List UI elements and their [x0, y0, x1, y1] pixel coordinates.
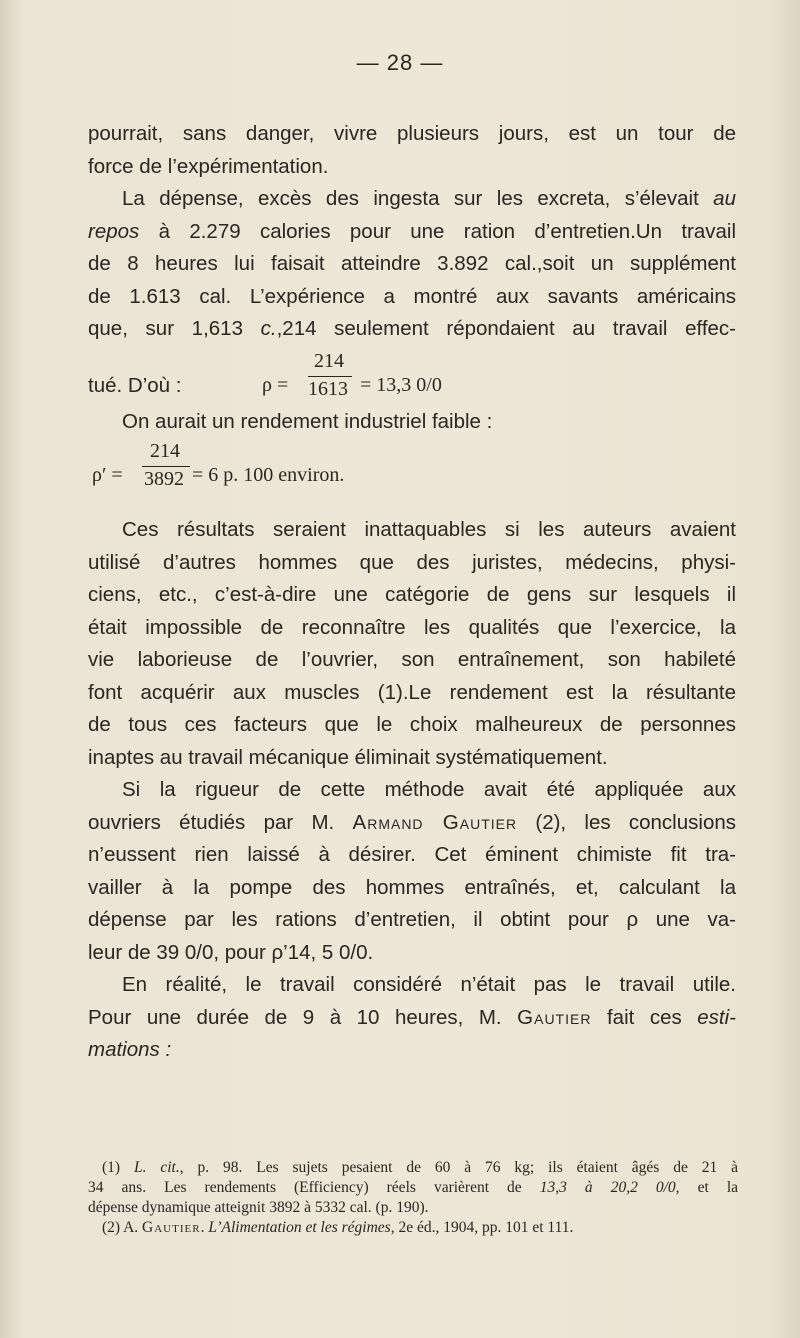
- formula-result: = 6 p. 100 environ.: [192, 464, 345, 486]
- text-span: La dépense, excès des ingesta sur les excreta, s’élevait: [122, 187, 699, 210]
- author-name: Gautier: [142, 1219, 201, 1236]
- formula-symbol: ρ′ =: [92, 464, 123, 486]
- text-line: était impossible de reconnaître les qualités que l’exercice, la: [88, 615, 736, 639]
- text-span: (2) A.: [102, 1219, 139, 1236]
- text-line: En réalité, le travail considéré n’était pas le travail utile.: [122, 973, 736, 996]
- text-line: ciens, etc., c’est-à-dire une catégorie de gens sur lesquels il: [88, 583, 736, 606]
- text-line: Si la rigueur de cette méthode avait été appliquée aux: [122, 778, 736, 801]
- italic-span: c.: [260, 317, 277, 340]
- formula-lead: tué. D’où :: [88, 373, 182, 397]
- formula-symbol: ρ =: [262, 373, 289, 396]
- italic-span: 13,3 à 20,2 0/0,: [539, 1179, 680, 1196]
- text-span: 34 ans. Les rendements (Efficiency) réels varièrent de: [88, 1179, 522, 1196]
- text-line: Ces résultats seraient inattaquables si les auteurs avaient: [122, 518, 736, 541]
- text-span: à 2.279 calories pour une ration d’entretien.Un travail: [158, 219, 736, 243]
- author-name: Armand Gautier: [352, 810, 518, 834]
- text-span: ouvriers étudiés par M.: [88, 810, 335, 834]
- author-name: Gautier: [517, 1005, 592, 1029]
- text-line: vie laborieuse de l’ouvrier, son entraînement, son habileté: [88, 648, 736, 671]
- italic-span: repos: [88, 219, 140, 243]
- text-line: de 8 heures lui faisait atteindre 3.892 cal.,soit un supplément: [88, 252, 736, 275]
- italic-span: esti-: [697, 1005, 737, 1029]
- text-line: font acquérir aux muscles (1).Le rendement est la résultante: [88, 680, 736, 704]
- text-line: [88, 1034, 736, 1067]
- text-span: , 2e éd., 1904, pp. 101 et 111.: [390, 1219, 574, 1236]
- text-line: [88, 807, 736, 840]
- text-line: de 1.613 cal. L’expérience a montré aux savants américains: [88, 284, 736, 308]
- formula-rho-prime: [88, 438, 736, 514]
- text-span: fait ces: [606, 1005, 682, 1029]
- body-text: [88, 118, 736, 1067]
- footnote-line: [88, 1158, 738, 1178]
- text-span: Pour une durée de 9 à 10 heures, M.: [88, 1005, 502, 1029]
- fraction-denominator: 1613: [308, 377, 348, 400]
- italic-span: L. cit.: [133, 1159, 180, 1176]
- text-line: n’eussent rien laissé à désirer. Cet éminent chimiste fit tra-: [88, 843, 736, 866]
- text-line: On aurait un rendement industriel faible :: [122, 409, 493, 433]
- text-line: dépense par les rations d’entretien, il obtint pour ρ une va-: [88, 908, 736, 931]
- fraction-numerator: 214: [314, 349, 344, 372]
- text-line: [88, 216, 736, 249]
- text-line: [88, 183, 736, 216]
- text-line: [88, 1002, 736, 1035]
- fraction-denominator: 3892: [144, 468, 184, 490]
- text-span: , p. 98. Les sujets pesaient de 60 à 76 kg; ils étaient âgés de 21 à: [179, 1159, 738, 1176]
- italic-span: au: [713, 187, 736, 210]
- text-line: leur de 39 0/0, pour ρ’14, 5 0/0.: [88, 940, 374, 964]
- formula-rho: [88, 346, 736, 406]
- fraction-bar: [308, 376, 352, 377]
- fraction-numerator: 214: [150, 440, 180, 462]
- text-span: .: [200, 1219, 205, 1236]
- text-span: (2), les conclusions: [535, 810, 736, 834]
- text-span: que, sur 1,613: [88, 317, 243, 340]
- text-line: vailler à la pompe des hommes entraînés, et, calculant la: [88, 875, 736, 899]
- text-span: ,214 seulement répondaient au travail effec-: [276, 317, 736, 340]
- text-line: de tous ces facteurs que le choix malheureux de personnes: [88, 713, 736, 736]
- footnote-line: [88, 1178, 738, 1198]
- page-number: — 28 —: [356, 50, 444, 75]
- text-line: force de l’expérimentation.: [88, 154, 329, 178]
- footnote-line: [88, 1218, 738, 1238]
- text-line: utilisé d’autres hommes que des juristes, médecins, physi-: [88, 550, 736, 574]
- text-span: (1): [102, 1159, 121, 1176]
- text-line: pourrait, sans danger, vivre plusieurs jours, est un tour de: [88, 122, 736, 145]
- footnotes: [88, 1158, 738, 1238]
- italic-span: mations :: [88, 1038, 172, 1061]
- text-line: inaptes au travail mécanique éliminait systématiquement.: [88, 745, 608, 769]
- text-span: et la: [697, 1179, 739, 1196]
- fraction-bar: [142, 466, 190, 467]
- text-line: [88, 313, 736, 346]
- formula-result: = 13,3 0/0: [360, 373, 442, 396]
- italic-span: L’Alimentation et les régimes: [208, 1219, 391, 1236]
- footnote-line: dépense dynamique atteignit 3892 à 5332 cal. (p. 190).: [88, 1199, 429, 1216]
